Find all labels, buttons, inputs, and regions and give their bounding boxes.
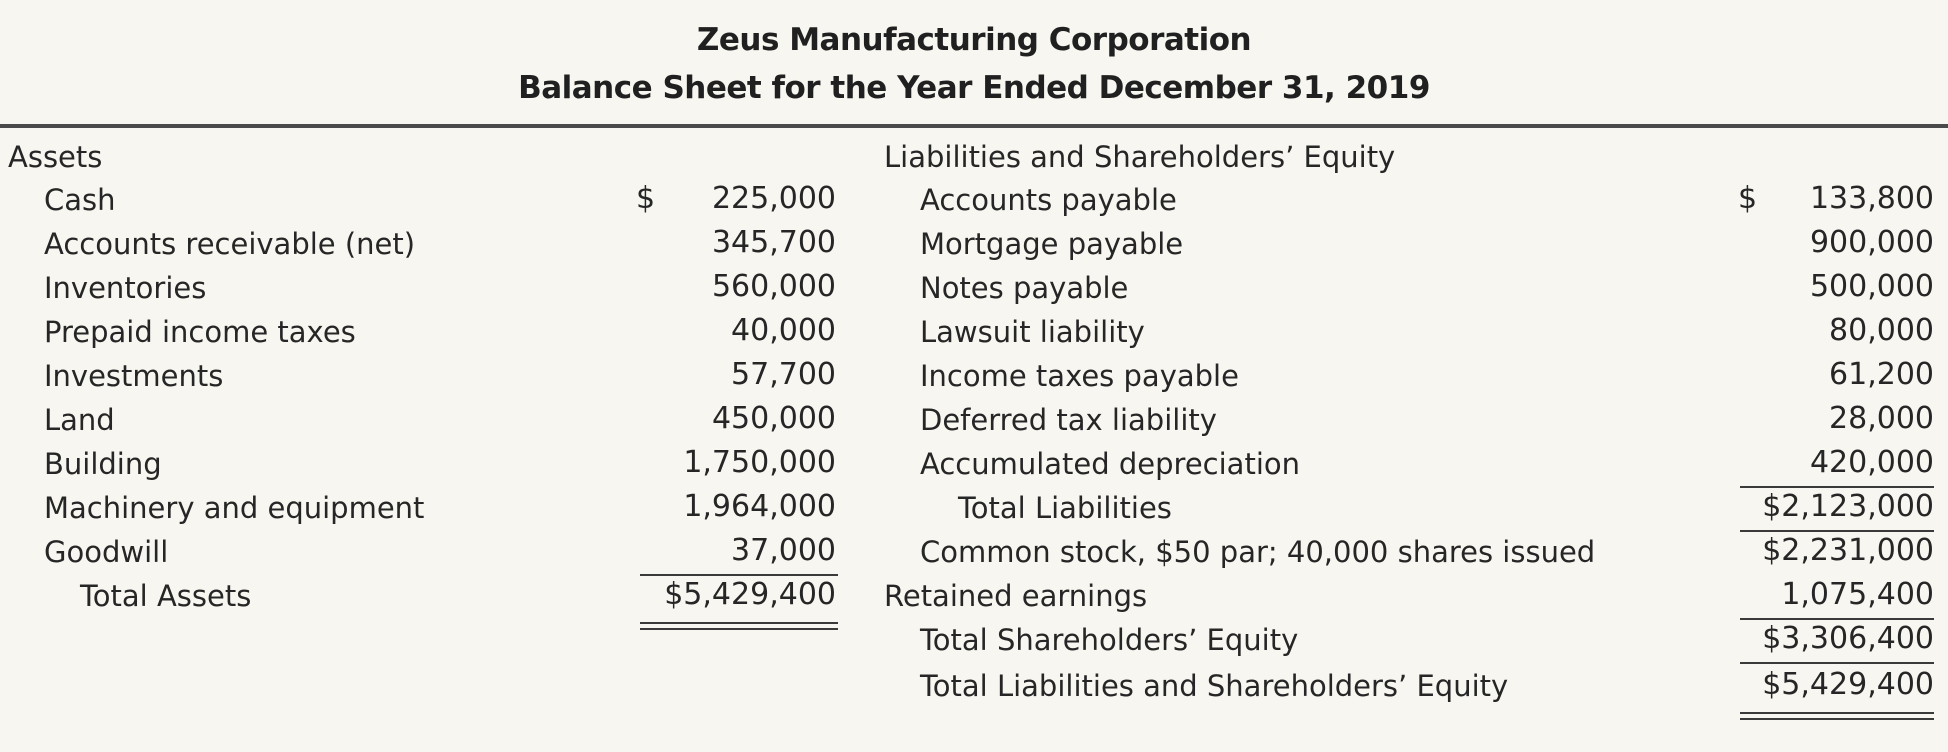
statement-title: Balance Sheet for the Year Ended December 31, 2019 (518, 70, 1430, 106)
asset-amount: 1,964,000 (683, 489, 836, 524)
common-stock-label: Common stock, $50 par; 40,000 shares issued (920, 535, 1596, 569)
grand-total-double-rule (1740, 712, 1934, 714)
total-liabilities-rule (1740, 530, 1934, 532)
grand-total-amount: $5,429,400 (1762, 667, 1934, 702)
asset-amount: 560,000 (711, 269, 836, 304)
total-assets-amount: $5,429,400 (664, 577, 836, 612)
total-equity-rule (1740, 662, 1934, 664)
asset-label: Prepaid income taxes (44, 315, 356, 349)
total-liabilities-label: Total Liabilities (958, 491, 1172, 525)
liability-label: Accounts payable (920, 183, 1177, 217)
asset-label: Land (44, 403, 115, 437)
liability-amount: 80,000 (1829, 313, 1934, 348)
asset-amount: 57,700 (731, 357, 836, 392)
liabilities-subtotal-rule (1740, 486, 1934, 488)
asset-label: Investments (44, 359, 224, 393)
retained-earnings-label: Retained earnings (884, 579, 1148, 613)
asset-amount: 40,000 (731, 313, 836, 348)
common-stock-amount: $2,231,000 (1762, 533, 1934, 568)
asset-amount: 225,000 (711, 181, 836, 216)
asset-label: Machinery and equipment (44, 491, 425, 525)
asset-amount: 345,700 (711, 225, 836, 260)
company-name: Zeus Manufacturing Corporation (696, 22, 1252, 58)
asset-label: Accounts receivable (net) (44, 227, 416, 261)
total-equity-label: Total Shareholders’ Equity (920, 623, 1299, 657)
liability-label: Income taxes payable (920, 359, 1239, 393)
liability-amount: 133,800 (1809, 181, 1934, 216)
liability-label: Lawsuit liability (920, 315, 1145, 349)
total-assets-label: Total Assets (80, 579, 252, 613)
asset-amount: 450,000 (711, 401, 836, 436)
liability-amount: 61,200 (1829, 357, 1934, 392)
asset-label: Building (44, 447, 162, 481)
asset-amount: 37,000 (731, 533, 836, 568)
assets-heading: Assets (8, 140, 103, 174)
total-assets-double-rule (640, 628, 838, 630)
assets-subtotal-rule (640, 574, 838, 576)
liability-amount: 500,000 (1809, 269, 1934, 304)
total-liabilities-amount: $2,123,000 (1762, 489, 1934, 524)
equity-subtotal-rule (1740, 618, 1934, 620)
header-rule (0, 124, 1948, 128)
retained-earnings-amount: 1,075,400 (1781, 577, 1934, 612)
asset-label: Cash (44, 183, 116, 217)
total-assets-double-rule (640, 622, 838, 624)
grand-total-label: Total Liabilities and Shareholders’ Equity (920, 669, 1509, 703)
liability-label: Mortgage payable (920, 227, 1184, 261)
assets-currency-symbol: $ (636, 181, 656, 216)
grand-total-double-rule (1740, 718, 1934, 720)
liability-label: Deferred tax liability (920, 403, 1217, 437)
total-equity-amount: $3,306,400 (1762, 621, 1934, 656)
liability-amount: 28,000 (1829, 401, 1934, 436)
liability-amount: 900,000 (1809, 225, 1934, 260)
liabilities-equity-heading: Liabilities and Shareholders’ Equity (884, 140, 1396, 174)
asset-label: Goodwill (44, 535, 169, 569)
liabilities-currency-symbol: $ (1738, 181, 1758, 216)
liability-label: Accumulated depreciation (920, 447, 1301, 481)
asset-label: Inventories (44, 271, 207, 305)
asset-amount: 1,750,000 (683, 445, 836, 480)
liability-amount: 420,000 (1809, 445, 1934, 480)
liability-label: Notes payable (920, 271, 1129, 305)
